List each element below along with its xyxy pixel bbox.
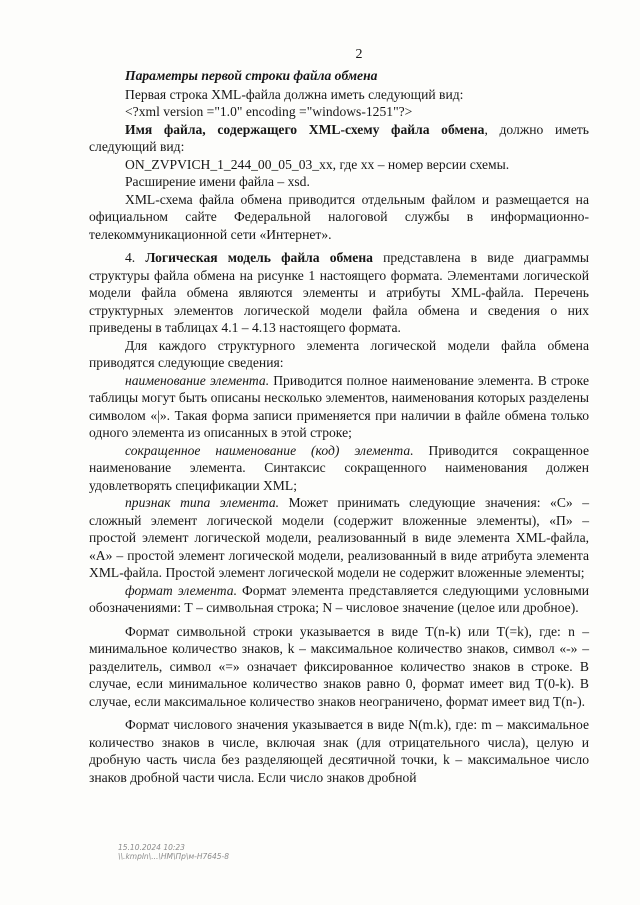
paragraph-first-line: Первая строка XML-файла должна иметь следующий вид: <box>125 86 464 102</box>
item-element-format-term: формат элемента. <box>125 582 237 598</box>
item-short-name <box>89 442 589 495</box>
section-heading <box>89 67 589 85</box>
filename-pattern: ON_ZVPVICH_1_244_00_05_03_xx, где xx – номер версии схемы. <box>125 156 510 172</box>
item-element-name-text: Приводится полное наименование элемента. В строке таблицы могут быть описаны несколько элементов, наименования которых разделены символом «|». Такая форма записи применяется при наличии в файле обмена только одного элемента из описанных в этой строке; <box>89 372 589 440</box>
paragraph-xsd: XML-схема файла обмена приводится отдельным файлом и размещается на официальном сайте Федеральной налоговой службы в информационно-телекоммуникационной сети «Интернет». <box>89 191 589 242</box>
item-short-name-term: сокращенное наименование (код) элемента. <box>125 442 414 458</box>
item-element-name-term: наименование элемента. <box>125 372 270 388</box>
filename-label-rest: , должно иметь следующий вид: <box>89 121 590 154</box>
section-4-title: Логическая модель файла обмена <box>145 250 373 265</box>
filename-label-bold: Имя файла, содержащего XML-схему файла обмена <box>125 121 485 137</box>
paragraph-string-format: Формат символьной строки указывается в виде Т(n-k) или Т(=k), где: n – минимальное количество знаков, k – максимальное количество знаков, символ «-» – разделитель, символ «=» означает фиксированное количество знаков в строке. В случае, если минимальное количество знаков равно 0, формат имеет вид Т(0-k). В случае, если максимальное количество знаков неограничено, формат имеет вид Т(n-). <box>89 623 589 709</box>
item-element-name <box>89 372 589 442</box>
xml-declaration: <?xml version ="1.0" encoding ="windows-1251"?> <box>125 104 413 119</box>
item-element-format-text: Формат элемента представляется следующими условными обозначениями: Т – символьная строка; N – числовое значение (целое или дробное). <box>89 582 589 615</box>
footer-stamp <box>118 843 229 861</box>
document-body <box>89 67 589 786</box>
section-4-number: 4. <box>125 250 146 265</box>
footer-path: \\.kmpln\...\HМ\Пр\м-Н7645-8 <box>118 852 230 861</box>
item-element-type-term: признак типа элемента. <box>125 495 280 510</box>
heading-text: Параметры первой строки файла обмена <box>125 68 378 83</box>
section-4-text: представлена в виде диаграммы структуры файла обмена на рисунке 1 настоящего формата. Элементами логической модели файла обмена являются элементы и атрибуты XML-файла. Перечень структурных элементов логической модели файла обмена и сведения о них приведены в таблицах 4.1 – 4.13 настоящего формата. <box>89 250 589 335</box>
item-short-name-text: Приводится сокращенное наименование элемента. Синтаксис сокращенного наименования должен удовлетворять спецификации XML; <box>89 442 589 493</box>
paragraph-section-4 <box>89 249 589 337</box>
paragraph-numeric-format: Формат числового значения указывается в виде N(m.k), где: m – максимальное количество знаков в числе, включая знак (для отрицательного числа), целую и дробную часть числа без разделяющей десятичной точки, k – максимальное число знаков дробной части числа. Если число знаков дробной <box>89 717 589 785</box>
item-element-type-text: Может принимать следующие значения: «С» – сложный элемент логической модели (содержит вложенные элементы), «П» – простой элемент логической модели, реализованный в виде элемента XML-файла, «А» – простой элемент логической модели, реализованный в виде атрибута элемента XML-файла. Простой элемент логической модели не содержит вложенные элементы; <box>89 495 589 580</box>
item-element-format <box>89 582 589 617</box>
page-number: 2 <box>355 47 363 62</box>
footer-timestamp: 15.10.2024 10:23 <box>118 843 185 852</box>
file-extension: Расширение имени файла – xsd. <box>125 174 310 189</box>
paragraph-intro-info: Для каждого структурного элемента логической модели файла обмена приводятся следующие сведения: <box>89 337 589 370</box>
item-element-type <box>89 494 589 582</box>
paragraph-filename-intro <box>89 121 589 156</box>
